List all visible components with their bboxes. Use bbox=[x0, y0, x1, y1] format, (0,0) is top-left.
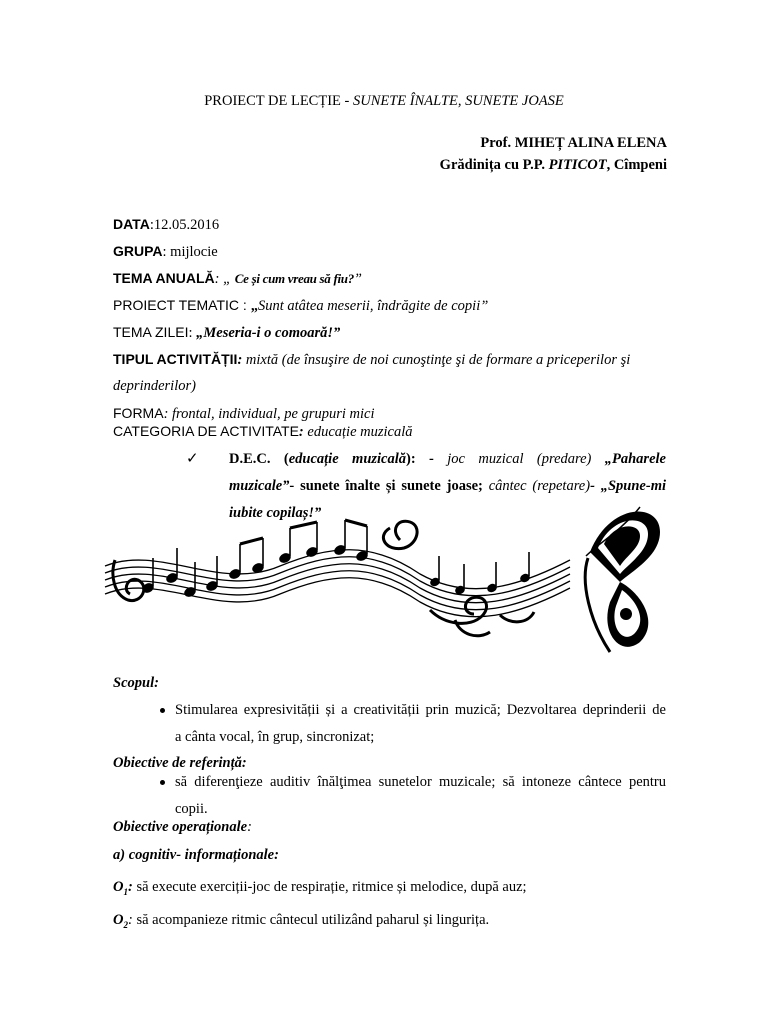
field-tipul-value-line1: mixtă (de însuşire de noi cunoştinţe şi de formare a priceperilor şi bbox=[245, 352, 631, 368]
o1-sub: 1 bbox=[123, 886, 128, 897]
field-grupa bbox=[113, 243, 218, 261]
field-proiect-tematic-value: Sunt atâtea meserii, îndrăgite de copii bbox=[257, 298, 481, 314]
field-grupa-value: : mijlocie bbox=[162, 244, 218, 260]
school-line bbox=[440, 157, 667, 174]
school-name: PITICOT bbox=[548, 157, 607, 173]
music-staff-butterfly-illustration bbox=[100, 500, 690, 660]
field-categoria-value: educație muzicală bbox=[307, 424, 413, 440]
dec-line-3: iubite copilaș!” bbox=[229, 505, 322, 521]
dec-line1-e: „Paharele bbox=[604, 451, 666, 467]
field-forma bbox=[113, 405, 374, 423]
field-tema-zilei-value: „Meseria-i o comoară!” bbox=[196, 325, 341, 341]
field-data bbox=[113, 216, 219, 234]
field-tema-anuala bbox=[113, 270, 362, 288]
field-data-value: :12.05.2016 bbox=[149, 217, 220, 233]
field-proiect-tematic bbox=[113, 297, 488, 315]
title-prefix: PROIECT DE LECȚIE - bbox=[204, 93, 353, 109]
field-proiect-tematic-label: PROIECT TEMATIC : bbox=[113, 297, 251, 313]
field-tema-zilei-label: TEMA ZILEI bbox=[113, 324, 189, 340]
field-tipul-sep: : bbox=[237, 352, 246, 368]
scopul-line-2: a cânta vocal, în grup, sincronizat; bbox=[175, 729, 375, 745]
o1-text: să execute exerciții-joc de respirație, ritmice și melodice, după auz; bbox=[132, 879, 527, 895]
objective-o2 bbox=[113, 912, 489, 930]
field-tema-anuala-end: ” bbox=[353, 271, 362, 287]
bullet-icon bbox=[160, 780, 165, 785]
o2-text: să acompanieze ritmic cântecul utilizând paharul și lingurița. bbox=[132, 912, 490, 928]
field-categoria bbox=[113, 423, 413, 441]
scopul-line-1: Stimularea expresivității și a creativității prin muzică; Dezvoltarea deprinderii de bbox=[175, 702, 666, 718]
dec-line1-d: joc muzical (predare) bbox=[447, 451, 605, 467]
field-grupa-label: GRUPA bbox=[113, 243, 163, 259]
o2-colon: : bbox=[127, 912, 133, 928]
obiective-referinta-line-2: copii. bbox=[175, 801, 208, 817]
field-tipul-label: TIPUL ACTIVITĂȚII bbox=[113, 351, 238, 367]
field-tema-anuala-value: Ce și cum vreau să fiu? bbox=[234, 271, 354, 286]
o1-label: O bbox=[113, 879, 124, 895]
dec-line2-a: muzicale” bbox=[229, 478, 290, 494]
school-suffix: , Cîmpeni bbox=[606, 157, 667, 173]
school-prefix: Grădinița cu P.P. bbox=[439, 157, 549, 173]
field-tipul bbox=[113, 351, 630, 369]
field-proiect-tematic-open: „ bbox=[250, 298, 258, 314]
field-tipul-value-line2: deprinderilor) bbox=[113, 378, 196, 394]
scopul-heading: Scopul: bbox=[113, 675, 159, 691]
field-forma-label: FORMA bbox=[113, 405, 164, 421]
dec-line2-d: - „Spune-mi bbox=[590, 478, 666, 494]
field-proiect-tematic-end: ” bbox=[480, 298, 489, 314]
title-topic: SUNETE ÎNALTE, SUNETE JOASE bbox=[352, 93, 564, 109]
o1-colon: : bbox=[127, 879, 133, 895]
field-categoria-sep: : bbox=[298, 424, 308, 440]
field-tema-zilei-sep: : bbox=[188, 325, 197, 341]
o2-label: O bbox=[113, 912, 124, 928]
checkmark-icon: ✓ bbox=[186, 451, 199, 467]
field-tema-zilei bbox=[113, 324, 340, 342]
field-forma-value: : frontal, individual, pe grupuri mici bbox=[163, 406, 375, 422]
dec-line1-c: ): - bbox=[406, 451, 448, 467]
page-title bbox=[0, 93, 768, 110]
dec-line1-b: educație muzicală bbox=[288, 451, 407, 467]
obiective-referinta-heading: Obiective de referință: bbox=[113, 755, 247, 771]
field-categoria-label: CATEGORIA DE ACTIVITATE bbox=[113, 423, 299, 439]
obiective-operationale-heading bbox=[113, 819, 252, 836]
field-tema-anuala-label: TEMA ANUALĂ bbox=[113, 270, 215, 286]
obiective-operationale-colon: : bbox=[247, 819, 252, 835]
o2-sub: 2 bbox=[123, 919, 128, 930]
author-name: Prof. MIHEȚ ALINA ELENA bbox=[480, 135, 667, 151]
obiective-operationale-text: Obiective operaționale bbox=[113, 819, 248, 835]
objective-o1 bbox=[113, 879, 527, 897]
field-tema-anuala-sep: : „ bbox=[214, 271, 235, 287]
field-data-label: DATA bbox=[113, 216, 150, 232]
dec-line2-c: cântec (repetare) bbox=[488, 478, 591, 494]
bullet-icon bbox=[160, 708, 165, 713]
dec-line-2 bbox=[229, 478, 666, 495]
dec-line1-a: D.E.C. ( bbox=[229, 451, 289, 467]
obiective-referinta-line-1: să diferenţieze auditiv înălţimea sunetelor muzicale; să intoneze cântece pentru bbox=[175, 774, 666, 790]
dec-line2-b: - sunete înalte și sunete joase; bbox=[289, 478, 489, 494]
cognitiv-heading: a) cognitiv- informaționale: bbox=[113, 847, 279, 863]
dec-line-1 bbox=[229, 451, 666, 468]
